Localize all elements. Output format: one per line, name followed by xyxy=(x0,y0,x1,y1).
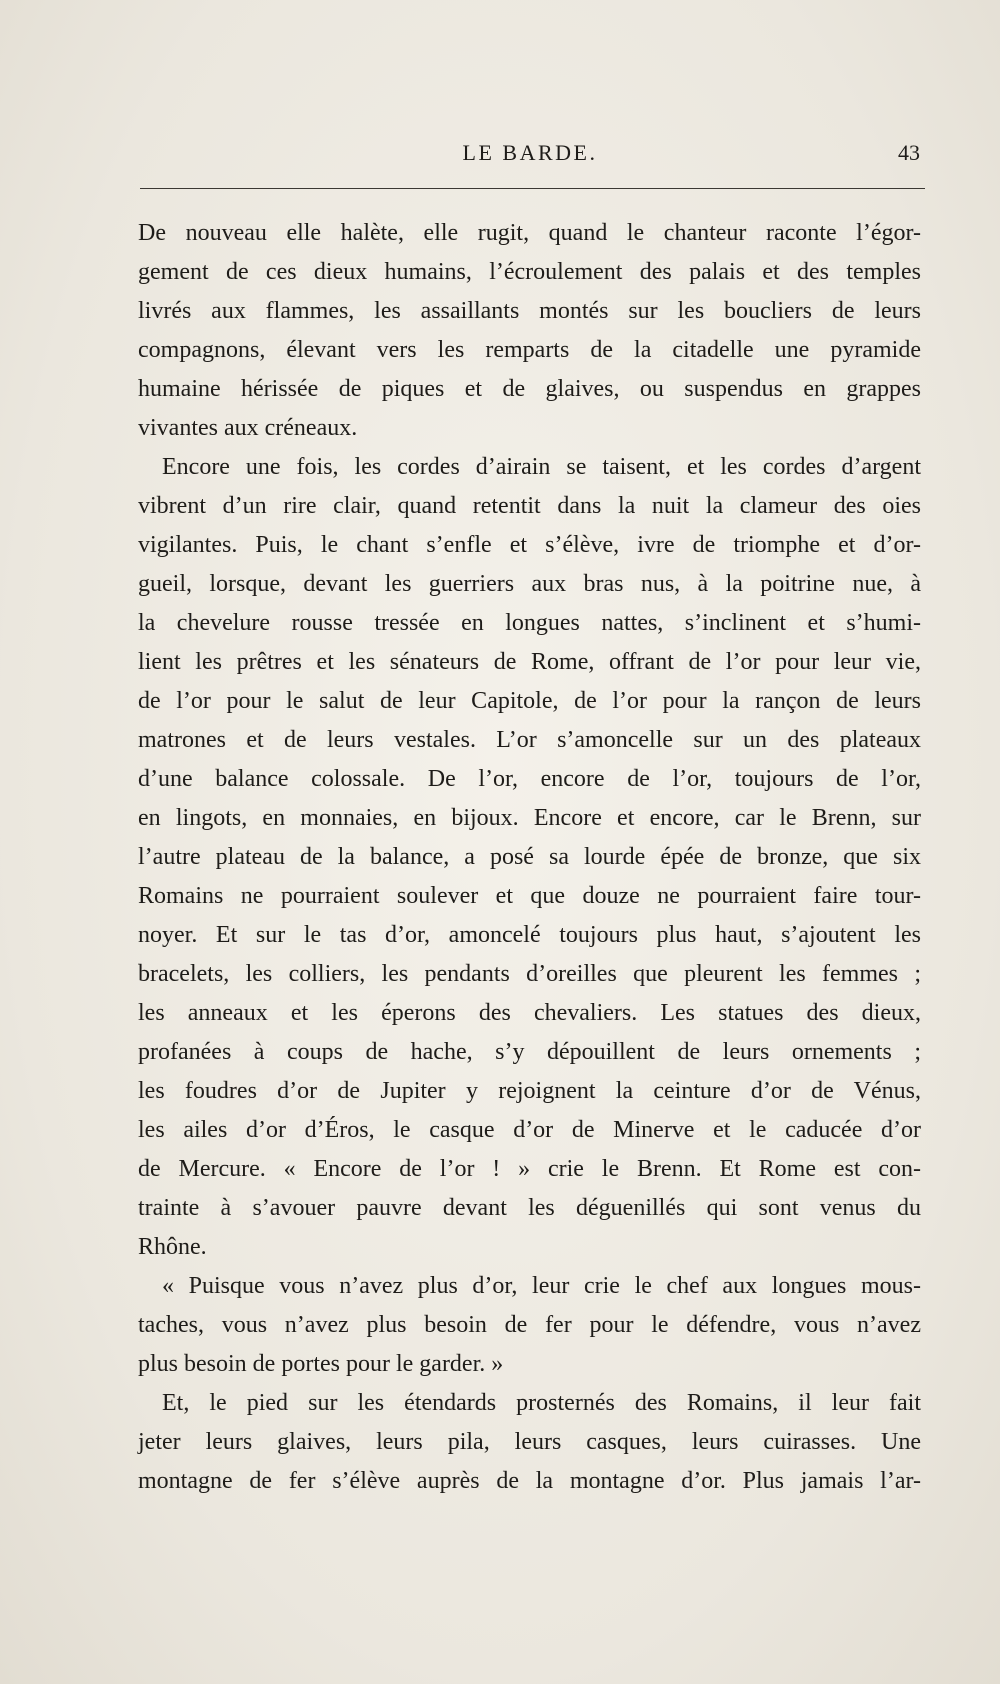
text-line: de l’or pour le salut de leur Capitole, de l’or pour la rançon de leurs xyxy=(138,688,921,714)
text-line: Et, le pied sur les étendards prosternés des Romains, il leur fait xyxy=(162,1390,921,1416)
text-line: les ailes d’or d’Éros, le casque d’or de Minerve et le caducée d’or xyxy=(138,1117,921,1143)
text-line: gement de ces dieux humains, l’écroulement des palais et des temples xyxy=(138,259,921,285)
text-line: d’une balance colossale. De l’or, encore de l’or, toujours de l’or, xyxy=(138,766,921,792)
running-header xyxy=(140,140,920,170)
text-line: vibrent d’un rire clair, quand retentit dans la nuit la clameur des oies xyxy=(138,493,921,519)
text-line: vigilantes. Puis, le chant s’enfle et s’élève, ivre de triomphe et d’or- xyxy=(138,532,921,558)
text-line: Romains ne pourraient soulever et que douze ne pourraient faire tour- xyxy=(138,883,921,909)
text-line: « Puisque vous n’avez plus d’or, leur crie le chef aux longues mous- xyxy=(162,1273,921,1299)
text-line: l’autre plateau de la balance, a posé sa lourde épée de bronze, que six xyxy=(138,844,921,870)
text-line: lient les prêtres et les sénateurs de Rome, offrant de l’or pour leur vie, xyxy=(138,649,921,675)
header-rule xyxy=(140,188,925,189)
text-line: Rhône. xyxy=(138,1234,207,1260)
text-line: Encore une fois, les cordes d’airain se taisent, et les cordes d’argent xyxy=(162,454,921,480)
text-line: vivantes aux créneaux. xyxy=(138,415,358,441)
text-line: profanées à coups de hache, s’y dépouillent de leurs ornements ; xyxy=(138,1039,921,1065)
text-line: trainte à s’avouer pauvre devant les déguenillés qui sont venus du xyxy=(138,1195,921,1221)
text-line: en lingots, en monnaies, en bijoux. Encore et encore, car le Brenn, sur xyxy=(138,805,921,831)
text-line: les foudres d’or de Jupiter y rejoignent la ceinture d’or de Vénus, xyxy=(138,1078,921,1104)
text-line: gueil, lorsque, devant les guerriers aux bras nus, à la poitrine nue, à xyxy=(138,571,921,597)
body-text xyxy=(138,214,921,1501)
text-line: livrés aux flammes, les assaillants montés sur les boucliers de leurs xyxy=(138,298,921,324)
text-line: humaine hérissée de piques et de glaives, ou suspendus en grappes xyxy=(138,376,921,402)
text-line: De nouveau elle halète, elle rugit, quand le chanteur raconte l’égor- xyxy=(138,220,921,246)
text-line: jeter leurs glaives, leurs pila, leurs casques, leurs cuirasses. Une xyxy=(138,1429,921,1455)
text-line: matrones et de leurs vestales. L’or s’amoncelle sur un des plateaux xyxy=(138,727,921,753)
text-line: la chevelure rousse tressée en longues nattes, s’inclinent et s’humi- xyxy=(138,610,921,636)
running-title: LE BARDE. xyxy=(462,140,598,165)
text-line: de Mercure. « Encore de l’or ! » crie le Brenn. Et Rome est con- xyxy=(138,1156,921,1182)
text-line: taches, vous n’avez plus besoin de fer pour le défendre, vous n’avez xyxy=(138,1312,921,1338)
text-line: plus besoin de portes pour le garder. » xyxy=(138,1351,504,1377)
text-line: compagnons, élevant vers les remparts de la citadelle une pyramide xyxy=(138,337,921,363)
text-line: bracelets, les colliers, les pendants d’oreilles que pleurent les femmes ; xyxy=(138,961,921,987)
text-line: noyer. Et sur le tas d’or, amoncelé toujours plus haut, s’ajoutent les xyxy=(138,922,921,948)
text-line: les anneaux et les éperons des chevaliers. Les statues des dieux, xyxy=(138,1000,921,1026)
page-number: 43 xyxy=(898,140,920,165)
text-line: montagne de fer s’élève auprès de la montagne d’or. Plus jamais l’ar- xyxy=(138,1468,921,1494)
